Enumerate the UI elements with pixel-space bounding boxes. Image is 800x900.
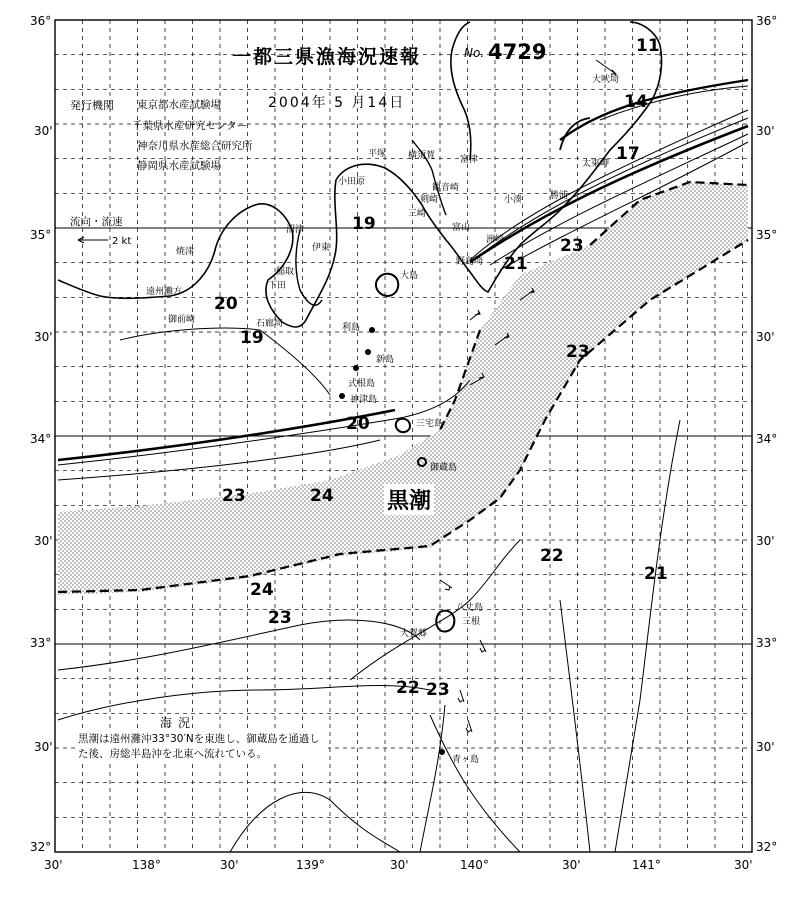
place-label: 焼津: [176, 247, 195, 257]
isotherm-label: 17: [616, 144, 640, 164]
place-label: 洲埼: [486, 235, 505, 245]
boso-peninsula-coast: [451, 22, 471, 160]
lat-label-right-35: 35°: [756, 228, 778, 242]
place-label: 八丈島: [456, 603, 484, 613]
place-label: 伊東: [312, 243, 331, 253]
place-label: 横須賀: [408, 151, 436, 161]
place-label: 富山: [452, 223, 471, 233]
place-label: 石廊埼: [256, 319, 284, 329]
place-label: 野島埼: [456, 257, 484, 267]
lat-label-right-3530: 30': [756, 124, 775, 138]
place-label: 御蔵島: [430, 463, 458, 473]
place-label: 勝浦: [550, 191, 569, 201]
isotherm-label: 21: [644, 564, 668, 584]
place-label: 神津島: [350, 395, 378, 405]
conditions-text: 黒潮は遠州灘沖33°30′Nを東進し、御蔵島を通過した後、房総半島沖を北東へ流れている。: [78, 732, 328, 762]
lat-label-right-36: 36°: [756, 14, 778, 28]
isotherm-label: 23: [426, 680, 450, 700]
place-label: 小湊: [504, 195, 523, 205]
bulletin-number-label: No.: [464, 46, 485, 60]
isotherm-label: 14: [624, 92, 648, 112]
lat-label-right-3430: 30': [756, 330, 775, 344]
lon-label-140: 140°: [460, 858, 489, 872]
isotherm-label: 20: [346, 414, 370, 434]
institution-chiba: 千葉県水産研究センター: [132, 120, 248, 132]
place-label: 御前崎: [168, 315, 196, 325]
issuer-label: 発行機関: [70, 99, 114, 112]
isotherm-label: 23: [222, 486, 246, 506]
lat-label-left-3330: 30': [34, 534, 53, 548]
place-label: 利島: [342, 323, 361, 333]
lat-label-right-3230: 30': [756, 740, 775, 754]
isotherm-label: 22: [396, 678, 420, 698]
lat-label-left-35: 35°: [30, 228, 52, 242]
kuroshio-label: 黒潮: [384, 484, 434, 515]
place-label: 式根島: [348, 379, 376, 389]
lon-label-14030: 30': [562, 858, 581, 872]
place-label: 大島: [400, 271, 419, 281]
place-label: 大賀郷: [400, 629, 428, 639]
isotherm-label: 23: [268, 608, 292, 628]
place-label: 三根: [462, 617, 481, 627]
lat-label-left-3230: 30': [34, 740, 53, 754]
isotherm-label: 24: [250, 580, 274, 600]
lat-label-left-3530: 30': [34, 124, 53, 138]
place-label: 三宅島: [416, 419, 444, 429]
lat-label-left-32: 32°: [30, 840, 52, 854]
institution-kanagawa: 神奈川県水産総合研究所: [137, 140, 253, 152]
kuroshio-band: [58, 182, 748, 595]
lat-label-right-33: 33°: [756, 636, 778, 650]
bulletin-number: 4729: [488, 40, 547, 64]
issue-date: 2004年 5 月14日: [268, 95, 406, 111]
lat-label-right-32: 32°: [756, 840, 778, 854]
isotherm-label: 24: [310, 486, 334, 506]
place-label: 稲取: [276, 267, 295, 277]
isotherm-label: 19: [352, 214, 376, 234]
place-label: 青ヶ島: [452, 755, 480, 765]
legend-title: 流向・流速: [70, 216, 123, 228]
lat-label-left-3430: 30': [34, 330, 53, 344]
lat-label-right-3330: 30': [756, 534, 775, 548]
isotherm-label: 11: [636, 36, 660, 56]
map-title: 一都三県漁海況速報: [232, 46, 422, 68]
place-label: 剣崎: [420, 195, 439, 205]
lat-label-left-33: 33°: [30, 636, 52, 650]
isotherm-label: 21: [504, 254, 528, 274]
lon-label-14130: 30': [734, 858, 753, 872]
place-label: 観音崎: [432, 183, 460, 193]
conditions-title: 海況: [160, 716, 197, 730]
lon-label-13730: 30': [44, 858, 63, 872]
place-label: 小田原: [338, 177, 366, 187]
isotherm-label: 23: [566, 342, 590, 362]
place-label: 新島: [376, 355, 395, 365]
isotherm-label: 20: [214, 294, 238, 314]
lon-label-139: 139°: [296, 858, 325, 872]
lon-label-13930: 30': [390, 858, 409, 872]
legend-scale: 2 kt: [112, 236, 132, 247]
place-label: 三崎: [408, 209, 427, 219]
place-label: 下田: [268, 281, 287, 291]
place-label: 富津: [460, 155, 479, 165]
place-label: 太東岬: [582, 159, 610, 169]
lat-label-left-36: 36°: [30, 14, 52, 28]
legend-arrow: [78, 237, 108, 243]
lon-label-138: 138°: [132, 858, 161, 872]
institution-tokyo: 東京都水産試験場: [137, 99, 221, 111]
lon-label-13830: 30': [220, 858, 239, 872]
isotherm-label: 22: [540, 546, 564, 566]
place-label: 遠州灘方: [146, 287, 183, 297]
isotherm-label: 19: [240, 328, 264, 348]
institution-shizuoka: 静岡県水産試験場: [137, 160, 221, 172]
place-label: 大吠埼: [592, 75, 620, 85]
place-label: 平塚: [368, 149, 387, 159]
isotherm-label: 23: [560, 236, 584, 256]
lat-label-right-34: 34°: [756, 432, 778, 446]
lat-label-left-34: 34°: [30, 432, 52, 446]
place-label: 沼津: [286, 225, 305, 235]
lon-label-141: 141°: [632, 858, 661, 872]
